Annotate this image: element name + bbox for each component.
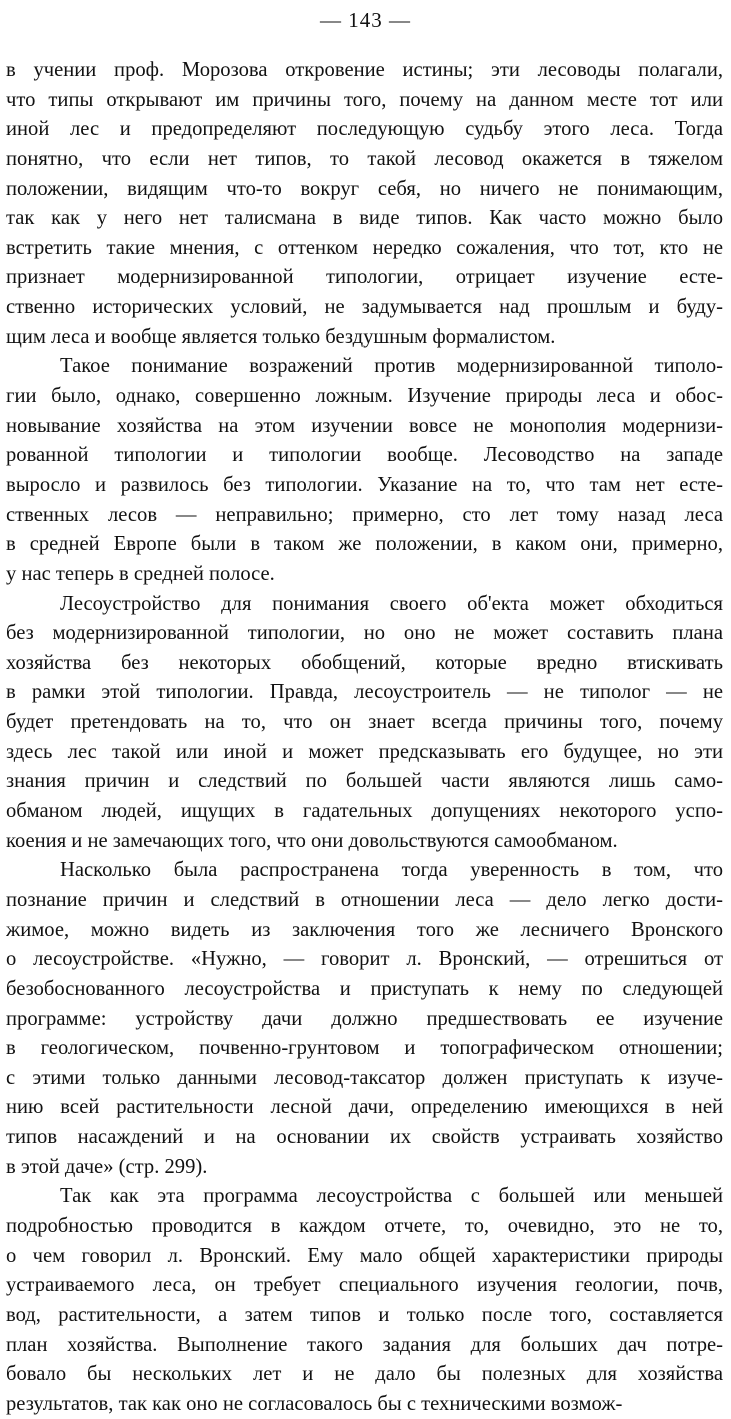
text-line: положении, видящим что-то вокруг себя, но ничего не понимающим, (6, 177, 723, 200)
text-line: нию всей растительности лесной дачи, определению имеющихся в ней (6, 1096, 723, 1119)
text-line: план хозяйства. Выполнение такого задания для больших дач потре- (6, 1333, 723, 1356)
text-line: типов насаждений и на основании их свойств устраивать хозяйство (6, 1126, 723, 1149)
text-line: в средней Европе были в таком же положении, в каком они, примерно, (6, 533, 723, 556)
text-line: рованной типологии и типологии вообще. Лесоводство на западе (6, 444, 723, 467)
text-line: щим леса и вообще является только бездушным формалистом. (6, 325, 556, 348)
text-line: встретить такие мнения, с оттенком нередко сожаления, что тот, кто не (6, 236, 723, 259)
text-line: познание причин и следствий в отношении леса — дело легко дости- (6, 888, 723, 911)
text-line: в геологическом, почвенно-грунтовом и топографическом отношении; (6, 1037, 723, 1060)
text-line: с этими только данными лесовод-таксатор должен приступать к изуче- (6, 1066, 723, 1089)
text-line: гии было, однако, совершенно ложным. Изучение природы леса и обос- (6, 385, 723, 408)
text-line: ственных лесов — неправильно; примерно, сто лет тому назад леса (6, 503, 723, 526)
text-line: что типы открывают им причины того, почему на данном месте тот или (6, 88, 723, 111)
text-line: Лесоустройство для понимания своего об'екта может обходиться (60, 592, 723, 615)
text-line: программе: устройству дачи должно предшествовать ее изучение (6, 1007, 723, 1030)
text-line: устраиваемого леса, он требует специального изучения геологии, почв, (6, 1274, 723, 1297)
text-line: будет претендовать на то, что он знает всегда причины того, почему (6, 711, 723, 734)
text-line: в рамки этой типологии. Правда, лесоустроитель — не типолог — не (6, 681, 723, 704)
text-line: у нас теперь в средней полосе. (6, 562, 275, 585)
text-line: в этой даче» (стр. 299). (6, 1155, 208, 1178)
text-line: выросло и развилось без типологии. Указание на то, что там нет есте- (6, 473, 723, 496)
text-line: иной лес и предопределяют последующую судьбу этого леса. Тогда (6, 118, 723, 141)
text-line: знания причин и следствий по большей части являются лишь само- (6, 770, 723, 793)
text-line: результатов, так как оно не согласовалось бы с техническими возмож- (6, 1392, 623, 1415)
text-line: жимое, можно видеть из заключения того же лесничего Вронского (6, 918, 723, 941)
text-line: о лесоустройстве. «Нужно, — говорит л. Вронский, — отрешиться от (6, 948, 723, 971)
text-line: новывание хозяйства на этом изучении вовсе не монополия модернизи- (6, 414, 723, 437)
paragraph (6, 590, 723, 857)
text-line: без модернизированной типологии, но оно не может составить плана (6, 622, 723, 645)
text-line: Насколько была распространена тогда уверенность в том, что (60, 859, 723, 882)
paragraph (6, 56, 723, 352)
text-line: обманом людей, ищущих в гадательных допущениях некоторого успо- (6, 800, 723, 823)
text-line: Такое понимание возражений против модернизированной типоло- (60, 355, 723, 378)
text-line: вод, растительности, а затем типов и только после того, составляется (6, 1303, 723, 1326)
text-line: так как у него нет талисмана в виде типов. Как часто можно было (6, 207, 723, 230)
paragraph (6, 856, 723, 1182)
page-number: — 143 — (320, 8, 411, 32)
text-line: ственно исторических условий, не задумывается над прошлым и буду- (6, 296, 723, 319)
text-line: хозяйства без некоторых обобщений, которые вредно втискивать (6, 651, 723, 674)
text-line: понятно, что если нет типов, то такой лесовод окажется в тяжелом (6, 147, 723, 170)
text-line: о чем говорил л. Вронский. Ему мало общей характеристики природы (6, 1244, 723, 1267)
text-line: в учении проф. Морозова откровение истины; эти лесоводы полагали, (6, 59, 723, 81)
text-line: Так как эта программа лесоустройства с большей или меньшей (60, 1185, 723, 1208)
text-line: коения и не замечающих того, что они довольствуются самообманом. (6, 829, 618, 852)
text-line: здесь лес такой или иной и может предсказывать его будущее, но эти (6, 740, 723, 763)
paragraph (6, 352, 723, 589)
text-body (6, 56, 723, 1419)
text-line: признает модернизированной типологии, отрицает изучение есте- (6, 266, 723, 289)
text-line: безобоснованного лесоустройства и приступать к нему по следующей (6, 977, 723, 1000)
paragraph (6, 1182, 723, 1419)
text-line: подробностью проводится в каждом отчете, то, очевидно, это не то, (6, 1214, 723, 1237)
text-line: бовало бы нескольких лет и не дало бы полезных для хозяйства (6, 1363, 723, 1386)
